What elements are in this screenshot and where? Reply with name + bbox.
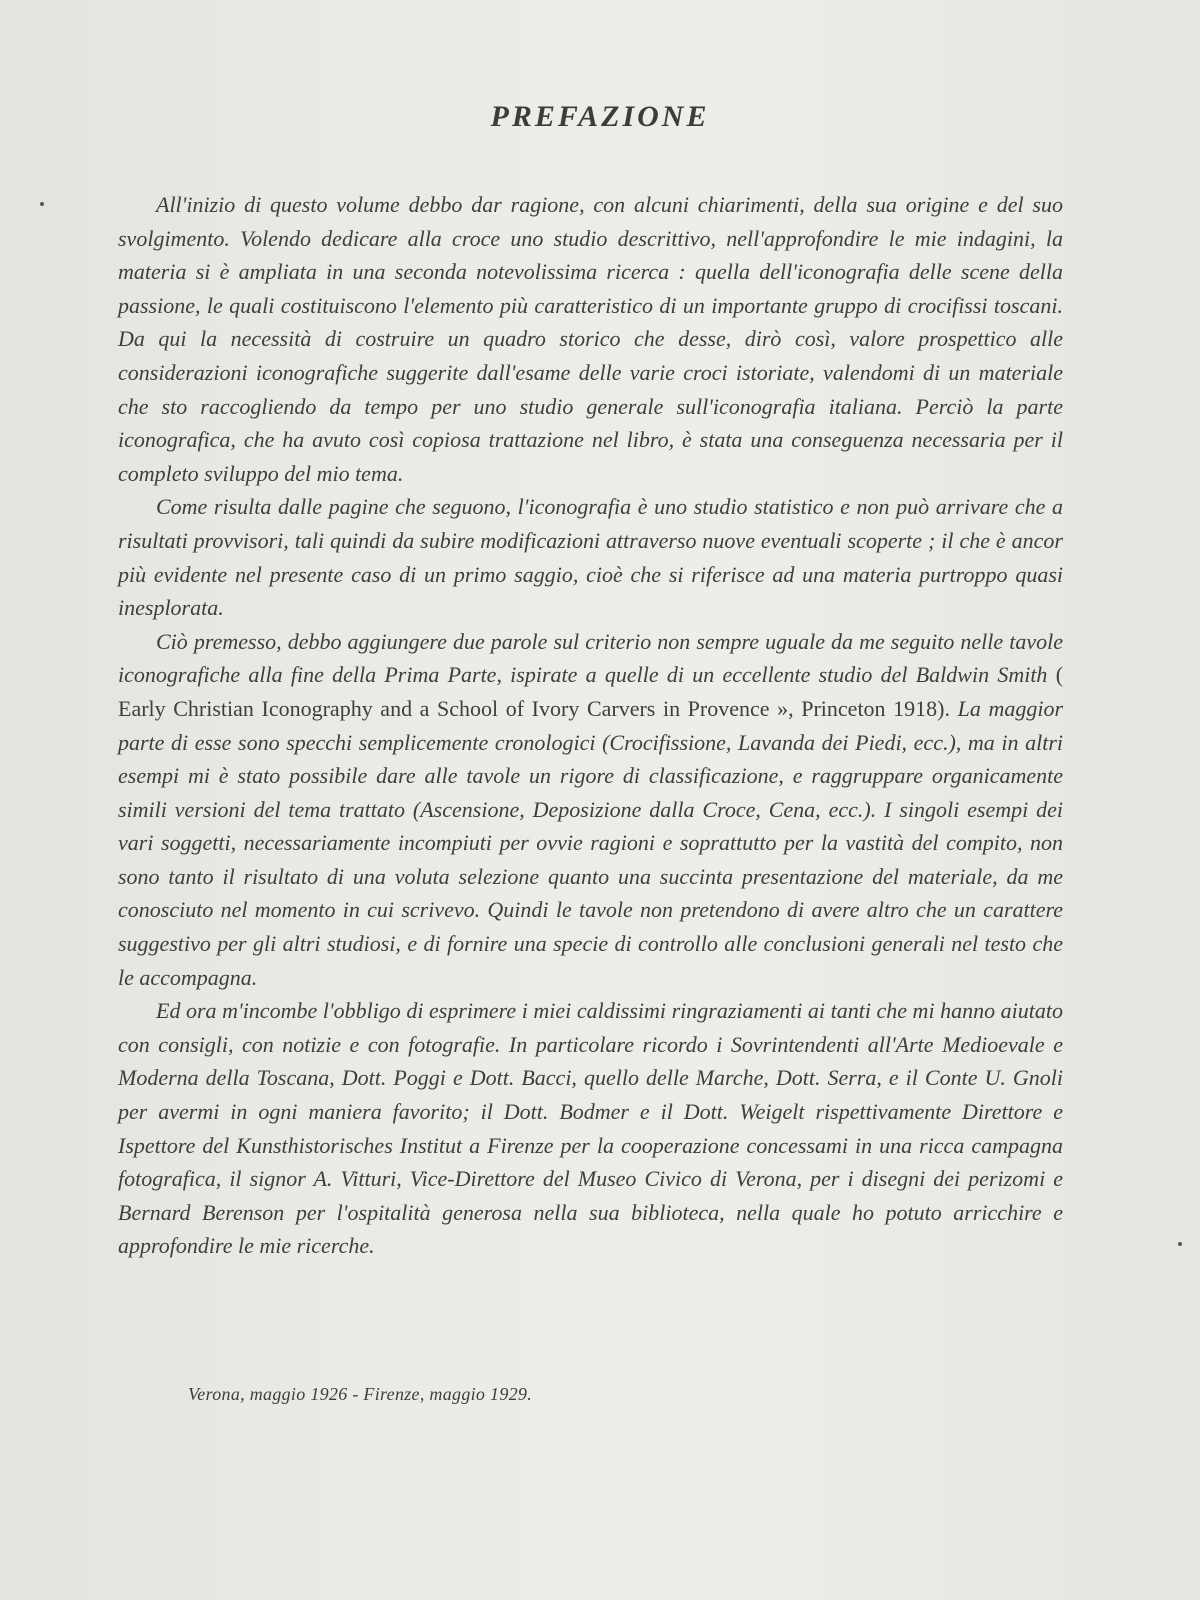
paragraph-4: Ed ora m'incombe l'obbligo di esprimere i miei caldissimi ringraziamenti ai tanti che mi hanno aiutato con consigli, con notizie e con fotografie. In particolare ricordo i Sovrintendenti all'Arte Medioevale e Moderna della Toscana, Dott. Poggi e Dott. Bacci, quello delle Marche, Dott. Serra, e il Conte U. Gnoli per avermi in ogni maniera favorito; il Dott. Bodmer e il Dott. Weigelt rispettivamente Direttore e Ispettore del Kunsthistorisches Institut a Firenze per la cooperazione concessami in una ricca campagna fotografica, il signor A. Vitturi, Vice-Direttore del Museo Civico di Verona, per i disegni dei perizomi e Bernard Berenson per l'ospitalità generosa nella sua biblioteca, nella quale ho potuto arricchire e approfondire le mie ricerche. [118, 998, 1063, 1259]
paragraph-3-citation: ( Early Christian Iconography and a School of Ivory Carvers in Provence », Princeton 1918). [118, 662, 1064, 721]
paragraph-3-part-2: La maggior parte di esse sono specchi semplicemente cronologici (Crocifissione, Lavanda dei Piedi, ecc.), ma in altri esempi mi è stato possibile dare alle tavole un rigore di classificazione, e raggruppare organicamente simili versioni del tema trattato (Ascensione, Deposizione dalla Croce, Cena, ecc.). I singoli esempi dei vari soggetti, necessariamente incompiuti per ovvie ragioni e soprattutto per la vastità del compito, non sono tanto il risultato di una voluta selezione quanto una succinta presentazione del materiale, da me conosciuto nel momento in cui scrivevo. Quindi le tavole non pretendono di avere altro che un carattere suggestivo per gli altri studiosi, e di fornire una specie di controllo alle conclusioni generali nel testo che le accompagna. [118, 695, 1064, 990]
ink-speck [40, 202, 44, 206]
ink-speck [1178, 1242, 1182, 1246]
place-date-signoff: Verona, maggio 1926 - Firenze, maggio 1929. [188, 1384, 533, 1404]
paragraph-3 [118, 625, 1063, 995]
page-title: PREFAZIONE [490, 100, 710, 133]
paragraph-3-part-1: Ciò premesso, debbo aggiungere due parole sul criterio non sempre uguale da me seguito nelle tavole iconografiche alla fine della Prima Parte, ispirate a quelle di un eccellente studio del Baldwin Smith [118, 628, 1063, 688]
paragraph-2: Come risulta dalle pagine che seguono, l'iconografia è uno studio statistico e non può arrivare che a risultati provvisori, tali quindi da subire modificazioni attraverso nuove eventuali scoperte ; il che è ancor più evidente nel presente caso di un primo saggio, cioè che si riferisce ad una materia purtroppo quasi inesplorata. [118, 494, 1063, 621]
preface-body [118, 188, 1063, 1263]
paragraph-1: All'inizio di questo volume debbo dar ragione, con alcuni chiarimenti, della sua origine e del suo svolgimento. Volendo dedicare alla croce uno studio descrittivo, nell'approfondire le mie indagini, la materia si è ampliata in una seconda notevolissima ricerca : quella dell'iconografia delle scene della passione, le quali costituiscono l'elemento più caratteristico di un importante gruppo di crocifissi toscani. Da qui la necessità di costruire un quadro storico che desse, dirò così, valore prospettico alle considerazioni iconografiche suggerite dall'esame delle varie croci istoriate, valendomi di un materiale che sto raccogliendo da tempo per uno studio generale sull'iconografia italiana. Perciò la parte iconografica, che ha avuto così copiosa trattazione nel libro, è stata una conseguenza necessaria per il completo sviluppo del mio tema. [118, 192, 1063, 486]
